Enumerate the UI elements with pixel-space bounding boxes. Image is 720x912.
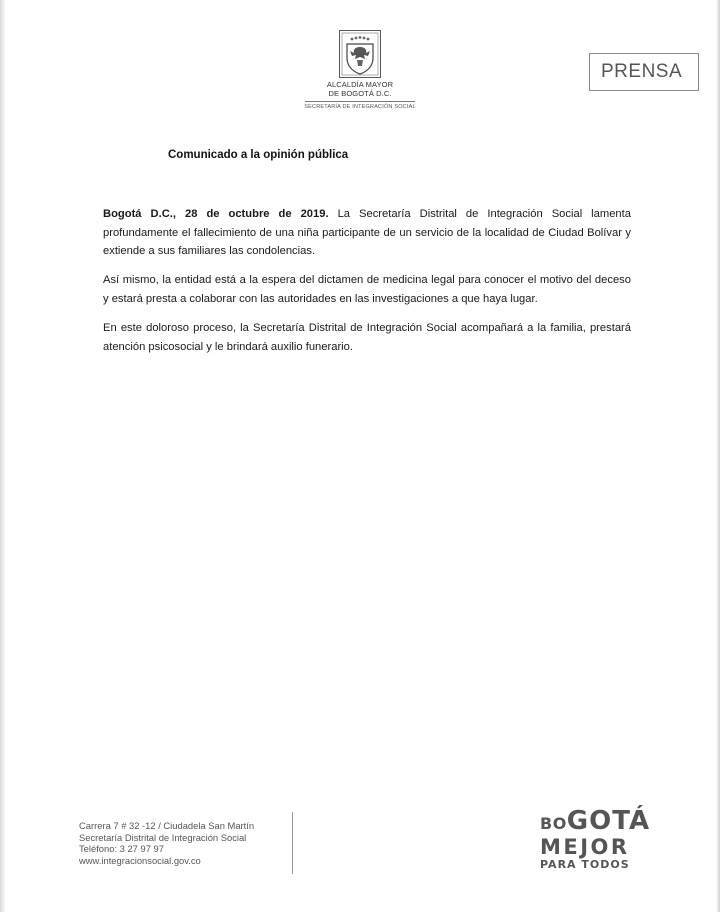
paragraph-1-body: La Secretaría Distrital de Integración Social lamenta profundamente el fallecimiento de una niña participante de un servicio de la localidad de Ciudad Bolívar y extiende a sus familiares las condolencias. [103,208,631,257]
footer-divider [292,812,293,874]
org-name-line2: DE BOGOTÁ D.C. [328,89,392,98]
slogan-line1 [540,808,660,837]
press-stamp: PRENSA [589,53,699,91]
footer-address-line3: Teléfono: 3 27 97 97 [79,843,164,855]
footer-address-line1: Carrera 7 # 32 -12 / Ciudadela San Martín [79,820,255,831]
paragraph-3: En este doloroso proceso, la Secretaría Distrital de Integración Social acompañará a la familia, prestará atención psicosocial y le brindará auxilio funerario. [103,322,631,353]
paragraph-1-lead: Bogotá D.C., 28 de octubre de 2019. [103,208,329,220]
footer-address [79,820,254,866]
slogan-line2: MEJOR [540,835,630,859]
bogota-slogan-logo [540,808,660,871]
logo-divider [305,101,415,102]
document-title: Comunicado a la opinión pública [168,149,349,161]
org-subname: SECRETARÍA DE INTEGRACIÓN SOCIAL [304,104,416,110]
page-shadow-left [0,0,6,912]
bogota-coat-of-arms-icon [339,30,381,78]
page-shadow-right [716,0,720,912]
slogan-main: GOTÁ [566,806,651,836]
header-logo [300,30,420,110]
org-name-line1: ALCALDÍA MAYOR [326,80,394,89]
paragraph-2: Así mismo, la entidad está a la espera del dictamen de medicina legal para conocer el motivo del deceso y estará presta a colaborar con las autoridades en las investigaciones a que haya lugar. [103,274,631,305]
paragraph-1 [103,205,631,261]
footer-website: www.integracionsocial.gov.co [79,854,201,866]
slogan-prefix: BO [540,814,567,833]
slogan-line3: PARA TODOS [540,858,630,871]
footer-address-line2: Secretaría Distrital de Integración Social [79,831,247,843]
org-name [300,80,420,98]
